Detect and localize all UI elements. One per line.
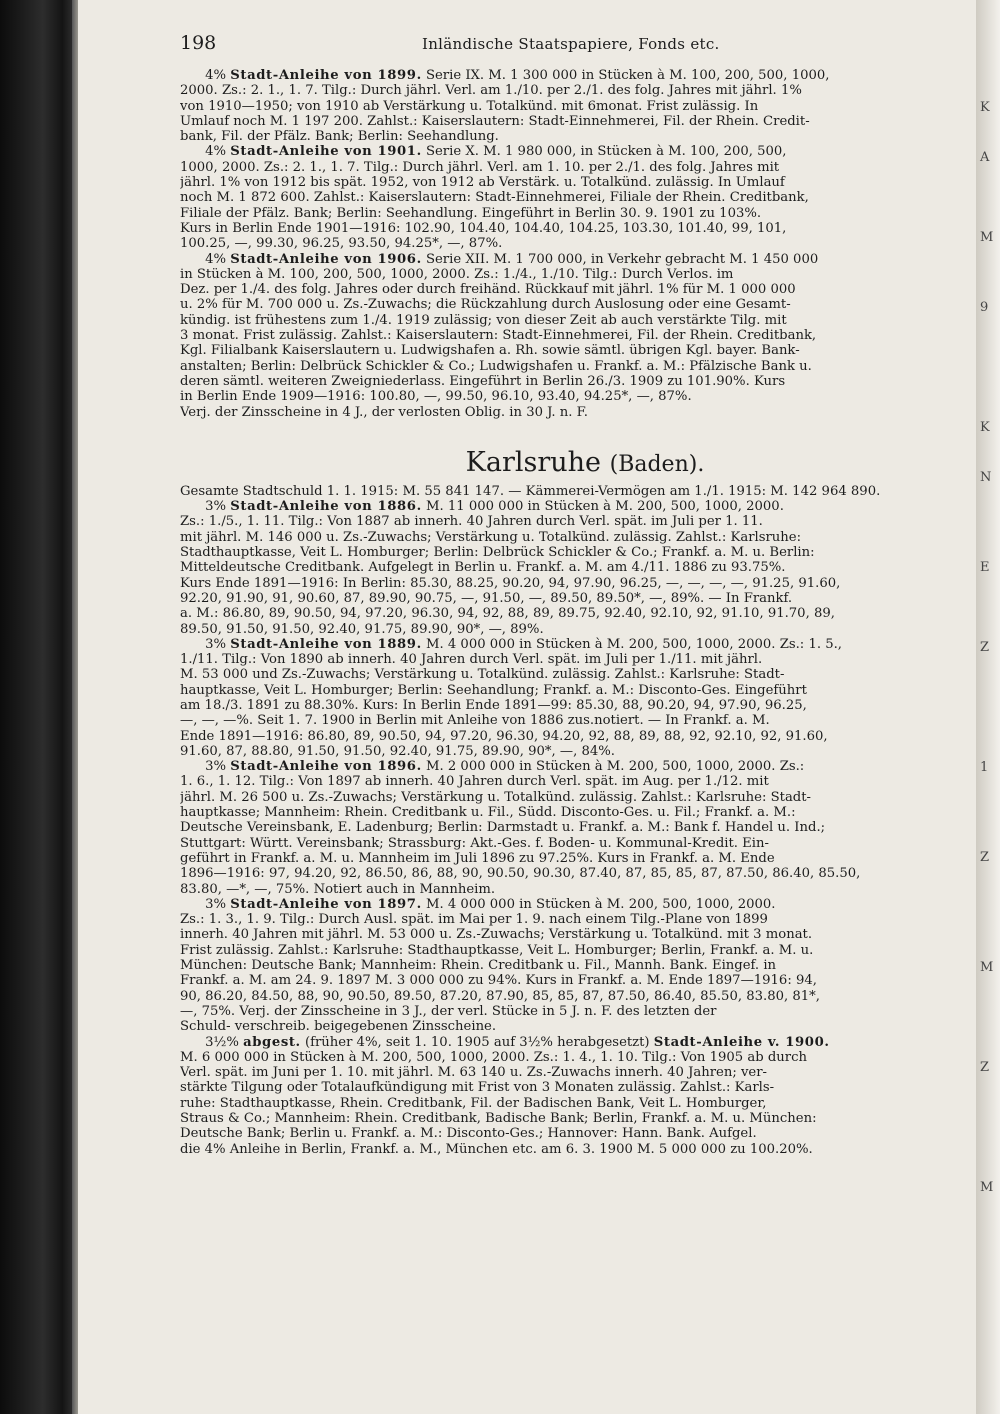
line-text: hauptkasse; Mannheim: Rhein. Creditbank u. Fil., Südd. Disconto-Ges. u. Fil.; Frankf. a. M.: — [180, 805, 796, 821]
line-text: deren sämtl. weiteren Zweigniederlass. Eingeführt in Berlin 26./3. 1909 zu 101.90%. Kurs — [180, 373, 786, 389]
facing-page-edge — [976, 0, 1000, 1414]
line-text: 89.50, 91.50, 91.50, 92.40, 91.75, 89.90, 90*, —, 89%. — [180, 621, 544, 637]
city-name: Karlsruhe — [465, 446, 602, 478]
line-text: 83.80, —*, —, 75%. Notiert auch in Mannheim. — [180, 881, 496, 897]
line-text: Deutsche Bank; Berlin u. Frankf. a. M.: Disconto-Ges.; Hannover: Hann. Bank. Aufgel. — [180, 1126, 757, 1142]
interest-rate: 4% — [205, 251, 227, 267]
line-text: kündig. ist frühestens zum 1./4. 1919 zulässig; von dieser Zeit ab auch verstärkte Tilg. mit — [180, 312, 787, 328]
line-text: anstalten; Berlin: Delbrück Schickler & Co.; Ludwigshafen u. Frankf. a. M.: Pfälzische Bank u. — [180, 358, 812, 374]
loan-title: Stadt-Anleihe von 1899. — [230, 68, 422, 83]
edge-char: M — [980, 1180, 994, 1195]
text-line — [180, 129, 970, 144]
line-text: 1./11. Tilg.: Von 1890 ab innerh. 40 Jahren durch Verl. spät. im Juli per 1./11. mit jährl. — [180, 652, 763, 668]
text-line — [180, 374, 970, 389]
line-text: Kurs in Berlin Ende 1901—1916: 102.90, 104.40, 104.40, 104.25, 103.30, 101.40, 99, 101, — [180, 220, 787, 236]
loan-title: Stadt-Anleihe von 1897. — [230, 896, 422, 912]
edge-char: 9 — [980, 300, 989, 315]
text-line — [180, 836, 970, 851]
line-text: a. M.: 86.80, 89, 90.50, 94, 97.20, 96.30, 94, 92, 88, 89, 89.75, 92.40, 92.10, 92, 91.10, 91.70, 89, — [180, 606, 835, 622]
line-text: Kurs Ende 1891—1916: In Berlin: 85.30, 88.25, 90.20, 94, 97.90, 96.25, —, —, —, —, 91.25, 91.60, — [180, 575, 841, 591]
line-text: Umlauf noch M. 1 197 200. Zahlst.: Kaiserslautern: Stadt-Einnehmerei, Fil. der Rhein. Credit- — [180, 113, 810, 129]
text-line — [180, 1050, 970, 1065]
text-line — [180, 820, 970, 835]
line-text: 100.25, —, 99.30, 96.25, 93.50, 94.25*, —, 87%. — [180, 236, 503, 252]
line-text: bank, Fil. der Pfälz. Bank; Berlin: Seehandlung. — [180, 129, 499, 145]
line-text: am 18./3. 1891 zu 88.30%. Kurs: In Berlin Ende 1891—99: 85.30, 88, 90.20, 94, 97.90, 96.25, — [180, 697, 807, 713]
text-line — [180, 1019, 970, 1034]
text-line — [180, 175, 970, 190]
page-number: 198 — [180, 32, 217, 54]
text-line — [180, 882, 970, 897]
text-line — [180, 652, 970, 667]
line-text: von 1910—1950; von 1910 ab Verstärkung u. Totalkünd. mit 6monat. Frist zulässig. In — [180, 98, 759, 114]
text-line — [180, 973, 970, 988]
interest-rate: 3% — [205, 896, 227, 912]
line-text: Verj. der Zinsscheine in 4 J., der verlosten Oblig. in 30 J. n. F. — [180, 404, 588, 420]
text-line — [180, 958, 970, 973]
text-line — [180, 484, 970, 499]
line-text: Dez. per 1./4. des folg. Jahres oder durch freihänd. Rückkauf mit jährl. 1% für M. 1 000 000 — [180, 282, 796, 298]
edge-char: Z — [980, 1060, 990, 1075]
line-text: geführt in Frankf. a. M. u. Mannheim im Juli 1896 zu 97.25%. Kurs in Frankf. a. M. Ende — [180, 850, 775, 866]
loan-title: Stadt-Anleihe von 1889. — [230, 636, 422, 652]
line-text: M. 4 000 000 in Stücken à M. 200, 500, 1000, 2000. Zs.: 1. 5., — [421, 636, 842, 652]
text-line — [180, 343, 970, 358]
line-text: 92.20, 91.90, 91, 90.60, 87, 89.90, 90.75, —, 91.50, —, 89.50, 89.50*, —, 89%. — In Frankf. — [180, 590, 793, 606]
loan-title: Stadt-Anleihe von 1906. — [230, 251, 422, 267]
text-line — [180, 405, 970, 420]
edge-char: Z — [980, 640, 990, 655]
line-text: 1896—1916: 97, 94.20, 92, 86.50, 86, 88, 90, 90.50, 90.30, 87.40, 87, 85, 85, 87, 87.50, 86.40, 85.50, — [180, 866, 861, 882]
line-text: 91.60, 87, 88.80, 91.50, 91.50, 92.40, 91.75, 89.90, 90*, —, 84%. — [180, 743, 615, 759]
text-line — [180, 912, 970, 927]
text-line — [180, 943, 970, 958]
edge-char: Z — [980, 850, 990, 865]
line-text: Gesamte Stadtschuld 1. 1. 1915: M. 55 841 147. — Kämmerei-Vermögen am 1./1. 1915: M. 142 964 890. — [180, 483, 881, 499]
line-text: Mitteldeutsche Creditbank. Aufgelegt in Berlin u. Frankf. a. M. am 4./11. 1886 zu 93.75%. — [180, 560, 786, 576]
text-line — [180, 1111, 970, 1126]
line-text: in Stücken à M. 100, 200, 500, 1000, 2000. Zs.: 1./4., 1./10. Tilg.: Durch Verlos. im — [180, 266, 734, 282]
text-line — [180, 221, 970, 236]
edge-char: M — [980, 960, 994, 975]
city-heading — [180, 446, 970, 482]
text-line — [180, 297, 970, 312]
text-line — [180, 530, 970, 545]
edge-char: K — [980, 100, 990, 115]
text-line — [180, 1142, 970, 1157]
line-text: Serie X. M. 1 980 000, in Stücken à M. 100, 200, 500, — [421, 144, 787, 160]
text-line — [180, 99, 970, 114]
text-line — [180, 576, 970, 591]
line-text: M. 53 000 und Zs.-Zuwachs; Verstärkung u. Totalkünd. zulässig. Zahlst.: Karlsruhe: Stadt- — [180, 667, 785, 683]
loan-title: abgest. — [243, 1034, 301, 1050]
text-line — [180, 313, 970, 328]
city-subtitle: (Baden). — [609, 451, 705, 477]
interest-rate: 3½% — [205, 1034, 239, 1050]
loan-entry-heading-line — [180, 499, 970, 514]
line-text: Serie IX. M. 1 300 000 in Stücken à M. 100, 200, 500, 1000, — [421, 68, 830, 83]
line-text: hauptkasse, Veit L. Homburger; Berlin: Seehandlung; Frankf. a. M.: Disconto-Ges. Eingeführt — [180, 682, 807, 698]
line-text: Kgl. Filialbank Kaiserslautern u. Ludwigshafen a. Rh. sowie sämtl. übrigen Kgl. bayer. Bank- — [180, 343, 800, 359]
loan-title: Stadt-Anleihe von 1901. — [230, 144, 422, 160]
loan-entry-heading-line — [180, 637, 970, 652]
line-text: 2000. Zs.: 2. 1., 1. 7. Tilg.: Durch jährl. Verl. am 1./10. per 2./1. des folg. Jahres mit jährl. 1% — [180, 83, 802, 99]
loan-entry-heading-line — [180, 1035, 970, 1050]
line-text: jährl. 1% von 1912 bis spät. 1952, von 1912 ab Verstärk. u. Totalkünd. zulässig. In Umlauf — [180, 175, 785, 191]
line-text: Stuttgart: Württ. Vereinsbank; Strassburg: Akt.-Ges. f. Boden- u. Kommunal-Kredit. Ein- — [180, 835, 769, 851]
text-line — [180, 774, 970, 789]
text-line — [180, 1080, 970, 1095]
text-line — [180, 729, 970, 744]
line-text: noch M. 1 872 600. Zahlst.: Kaiserslautern: Stadt-Einnehmerei, Filiale der Rhein. Creditbank, — [180, 190, 809, 206]
line-text: Frankf. a. M. am 24. 9. 1897 M. 3 000 000 zu 94%. Kurs in Frankf. a. M. Ende 1897—1916: 94, — [180, 973, 817, 989]
text-line — [180, 1065, 970, 1080]
line-text: M. 4 000 000 in Stücken à M. 200, 500, 1000, 2000. — [421, 896, 776, 912]
line-text: Frist zulässig. Zahlst.: Karlsruhe: Stadthauptkasse, Veit L. Homburger; Berlin, Frankf. a. M. u. — [180, 942, 814, 958]
line-text: in Berlin Ende 1909—1916: 100.80, —, 99.50, 96.10, 93.40, 94.25*, —, 87%. — [180, 389, 692, 405]
line-text: Filiale der Pfälz. Bank; Berlin: Seehandlung. Eingeführt in Berlin 30. 9. 1901 zu 103%. — [180, 205, 762, 221]
interest-rate: 3% — [205, 759, 227, 775]
text-line — [180, 698, 970, 713]
line-text: stärkte Tilgung oder Totalaufkündigung mit Frist von 3 Monaten zulässig. Zahlst.: Karls- — [180, 1080, 775, 1096]
text-line — [180, 560, 970, 575]
line-text: Verl. spät. im Juni per 1. 10. mit jährl. M. 63 140 u. Zs.-Zuwachs innerh. 40 Jahren; ver- — [180, 1065, 767, 1081]
line-text: Zs.: 1./5., 1. 11. Tilg.: Von 1887 ab innerh. 40 Jahren durch Verl. spät. im Juli per 1. 11. — [180, 514, 763, 530]
loan-title: Stadt-Anleihe von 1896. — [230, 759, 422, 775]
page-header — [180, 32, 940, 56]
edge-char: 1 — [980, 760, 989, 775]
edge-char: E — [980, 560, 990, 575]
line-text: ruhe: Stadthauptkasse, Rhein. Creditbank, Fil. der Badischen Bank, Veit L. Homburger, — [180, 1095, 767, 1111]
interest-rate: 4% — [205, 144, 227, 160]
text-line — [180, 83, 970, 98]
line-text: Stadthauptkasse, Veit L. Homburger; Berlin: Delbrück Schickler & Co.; Frankf. a. M. u. Berlin: — [180, 545, 815, 561]
text-line — [180, 282, 970, 297]
page-body — [180, 68, 970, 1157]
text-line — [180, 1004, 970, 1019]
loan-title: Stadt-Anleihe v. 1900. — [653, 1034, 830, 1050]
line-text: 1000, 2000. Zs.: 2. 1., 1. 7. Tilg.: Durch jährl. Verl. am 1. 10. per 2./1. des folg. Jahres mit — [180, 159, 780, 175]
line-text: M. 11 000 000 in Stücken à M. 200, 500, 1000, 2000. — [421, 499, 784, 515]
line-text: —, 75%. Verj. der Zinsscheine in 3 J., der verl. Stücke in 5 J. n. F. des letzten der — [180, 1003, 717, 1019]
line-text: 90, 86.20, 84.50, 88, 90, 90.50, 89.50, 87.20, 87.90, 85, 85, 87, 87.50, 86.40, 85.50, 83.80, 81*, — [180, 988, 820, 1004]
text-line — [180, 790, 970, 805]
text-line — [180, 683, 970, 698]
loan-entry-heading-line — [180, 897, 970, 912]
text-line — [180, 389, 970, 404]
text-line — [180, 591, 970, 606]
loan-entry-heading-line — [180, 68, 970, 83]
loan-entry-heading-line — [180, 759, 970, 774]
line-text: München: Deutsche Bank; Mannheim: Rhein. Creditbank u. Fil., Mannh. Bank. Eingef. in — [180, 958, 777, 974]
loan-entry-heading-line — [180, 252, 970, 267]
edge-char: N — [980, 470, 992, 485]
text-line — [180, 866, 970, 881]
text-line — [180, 190, 970, 205]
running-title: Inländische Staatspapiere, Fonds etc. — [422, 35, 720, 53]
line-text: Ende 1891—1916: 86.80, 89, 90.50, 94, 97.20, 96.30, 94.20, 92, 88, 89, 88, 92, 92.10, 92, 91.60, — [180, 728, 828, 744]
text-line — [180, 328, 970, 343]
text-line — [180, 989, 970, 1004]
text-line — [180, 606, 970, 621]
text-line — [180, 545, 970, 560]
line-text: mit jährl. M. 146 000 u. Zs.-Zuwachs; Verstärkung u. Totalkünd. zulässig. Zahlst.: Karlsruhe: — [180, 529, 802, 545]
line-text: 1. 6., 1. 12. Tilg.: Von 1897 ab innerh. 40 Jahren durch Verl. spät. im Aug. per 1./12. mit — [180, 774, 769, 790]
text-line — [180, 744, 970, 759]
line-text: Straus & Co.; Mannheim: Rhein. Creditbank, Badische Bank; Berlin, Frankf. a. M. u. München: — [180, 1111, 817, 1126]
line-text: Schuld- verschreib. beigegebenen Zinsscheine. — [180, 1019, 497, 1035]
line-text: Deutsche Vereinsbank, E. Ladenburg; Berlin: Darmstadt u. Frankf. a. M.: Bank f. Handel u. Ind.; — [180, 820, 826, 836]
line-text: u. 2% für M. 700 000 u. Zs.-Zuwachs; die Rückzahlung durch Auslosung oder eine Gesamt- — [180, 297, 791, 313]
line-text: (früher 4%, seit 1. 10. 1905 auf 3½% herabgesetzt) — [300, 1034, 654, 1050]
text-line — [180, 622, 970, 637]
edge-char: K — [980, 420, 990, 435]
text-line — [180, 114, 970, 129]
text-line — [180, 267, 970, 282]
interest-rate: 3% — [205, 636, 227, 652]
line-text: die 4% Anleihe in Berlin, Frankf. a. M., München etc. am 6. 3. 1900 M. 5 000 000 zu 100.20%. — [180, 1141, 813, 1157]
text-line — [180, 1126, 970, 1141]
line-text: Serie XII. M. 1 700 000, in Verkehr gebracht M. 1 450 000 — [421, 251, 819, 267]
loan-title: Stadt-Anleihe von 1886. — [230, 499, 422, 515]
interest-rate: 3% — [205, 499, 227, 515]
text-line — [180, 160, 970, 175]
line-text: 3 monat. Frist zulässig. Zahlst.: Kaiserslautern: Stadt-Einnehmerei, Fil. der Rhein. Creditbank, — [180, 328, 817, 344]
text-line — [180, 667, 970, 682]
text-line — [180, 359, 970, 374]
section-gap — [180, 420, 970, 446]
text-line — [180, 713, 970, 728]
loan-entry-heading-line — [180, 144, 970, 159]
text-line — [180, 514, 970, 529]
text-line — [180, 805, 970, 820]
book-spine-shadow — [0, 0, 78, 1414]
interest-rate: 4% — [205, 68, 227, 83]
line-text: Zs.: 1. 3., 1. 9. Tilg.: Durch Ausl. spät. im Mai per 1. 9. nach einem Tilg.-Plane von 1899 — [180, 912, 768, 928]
edge-char: A — [980, 150, 990, 165]
text-line — [180, 206, 970, 221]
line-text: jährl. M. 26 500 u. Zs.-Zuwachs; Verstärkung u. Totalkünd. zulässig. Zahlst.: Karlsruhe: Stadt- — [180, 789, 812, 805]
line-text: M. 6 000 000 in Stücken à M. 200, 500, 1000, 2000. Zs.: 1. 4., 1. 10. Tilg.: Von 1905 ab durch — [180, 1049, 807, 1065]
line-text: M. 2 000 000 in Stücken à M. 200, 500, 1000, 2000. Zs.: — [421, 759, 805, 775]
text-line — [180, 1096, 970, 1111]
edge-char: M — [980, 230, 994, 245]
text-line — [180, 927, 970, 942]
line-text: innerh. 40 Jahren mit jährl. M. 53 000 u. Zs.-Zuwachs; Verstärkung u. Totalkünd. mit 3 monat. — [180, 927, 813, 943]
text-line — [180, 851, 970, 866]
line-text: —, —, —%. Seit 1. 7. 1900 in Berlin mit Anleihe von 1886 zus.notiert. — In Frankf. a. M. — [180, 713, 770, 729]
text-line — [180, 236, 970, 251]
